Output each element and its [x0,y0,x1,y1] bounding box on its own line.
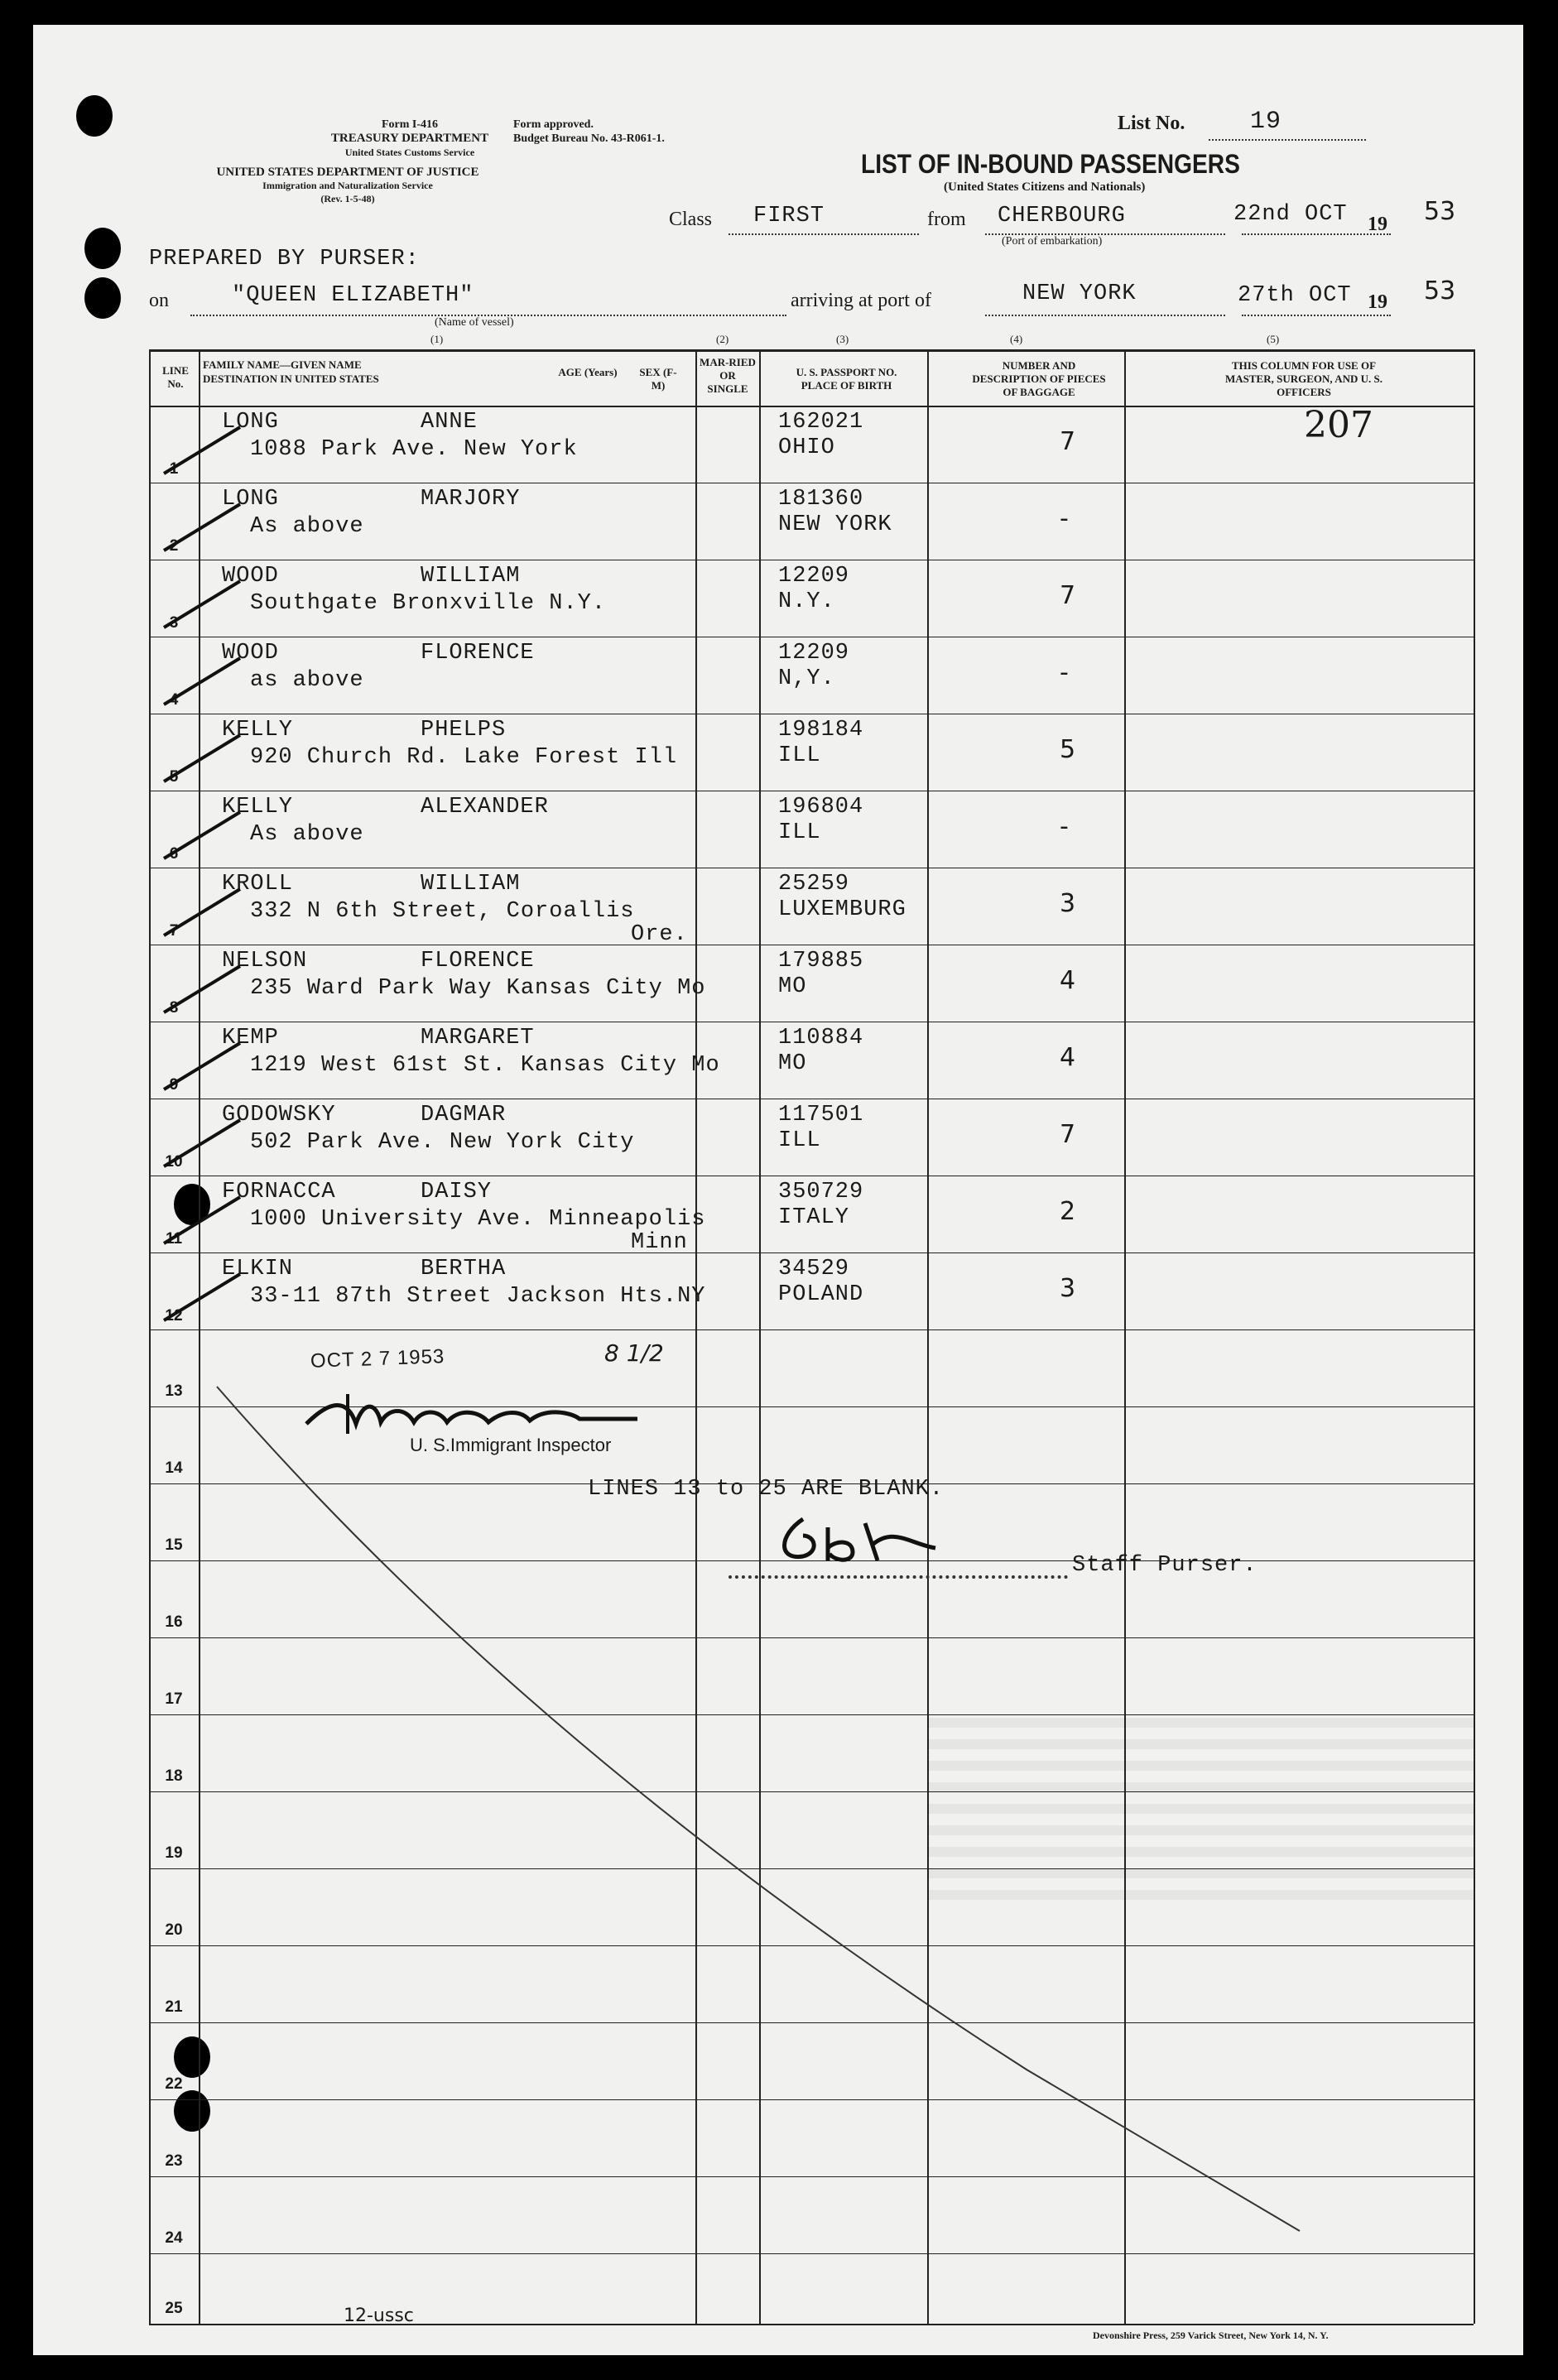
col-number-5: (5) [1267,333,1280,345]
passport-number: 12209 [778,564,850,589]
depart-year: 53 [1424,197,1456,226]
customs-service: United States Customs Service [344,147,475,158]
passport-number: 181360 [778,487,864,512]
line-number: 12 [165,1307,183,1325]
destination: 1088 Park Ave. New York [250,437,578,462]
line-number: 17 [165,1690,183,1708]
embark-note: (Port of embarkation) [1002,235,1103,248]
place-of-birth: N,Y. [778,666,835,691]
arriving-label: arriving at port of [791,290,931,311]
col-name: FAMILY NAME—GIVEN NAME [203,358,362,371]
prepared-by: PREPARED BY PURSER: [149,247,420,272]
class-label: Class [669,209,713,230]
officer-stamp-number: 207 [1304,404,1373,446]
baggage-count: 3 [1060,1274,1076,1303]
family-name: KELLY [222,718,294,743]
passport-number: 198184 [778,718,864,743]
list-number: 19 [1250,108,1282,136]
list-subtitle: (United States Citizens and Nationals) [944,180,1146,194]
purser-title: Staff Purser. [1072,1553,1257,1578]
destination-continued: Minn [631,1230,688,1255]
place-of-birth: ILL [778,743,821,768]
baggage-count: 7 [1060,427,1076,456]
line-number: 24 [165,2229,183,2247]
col-baggage: NUMBER AND DESCRIPTION OF PIECES OF BAGGAGE [972,359,1106,398]
line-number: 13 [165,1382,183,1400]
destination: 920 Church Rd. Lake Forest Ill [250,745,678,770]
baggage-count: - [1060,812,1069,841]
col-number-3: (3) [836,333,849,345]
from-label: from [927,209,966,230]
passport-number: 179885 [778,949,864,974]
family-name: KROLL [222,872,294,897]
passport-number: 110884 [778,1026,864,1051]
ins-service: Immigration and Naturalization Service [262,180,433,191]
inspection-time-note: 8 1/2 [604,1339,664,1367]
place-of-birth: NEW YORK [778,512,892,537]
list-number-label: List No. [1118,113,1185,134]
passport-number: 350729 [778,1180,864,1204]
line-number: 18 [165,1767,183,1785]
passport-number: 196804 [778,795,864,820]
destination: 1219 West 61st St. Kansas City Mo [250,1053,720,1078]
place-of-birth: LUXEMBURG [778,897,906,922]
form-revision: (Rev. 1-5-48) [320,193,375,204]
form-number: Form I-416 [381,118,439,131]
line-number: 23 [165,2152,183,2170]
given-name: ALEXANDER [421,795,549,820]
passport-number: 117501 [778,1103,864,1127]
line-number: 25 [165,2300,183,2317]
line-number: 7 [169,922,179,940]
family-name: KEMP [222,1026,279,1051]
baggage-count: 5 [1060,735,1076,764]
destination: 502 Park Ave. New York City [250,1130,635,1155]
given-name: DAISY [421,1180,493,1204]
given-name: MARGARET [421,1026,535,1051]
given-name: BERTHA [421,1257,507,1281]
family-name: LONG [222,487,279,512]
line-number: 11 [165,1230,183,1248]
passport-number: 12209 [778,641,850,666]
line-number: 14 [165,1459,183,1477]
baggage-count: - [1060,658,1069,687]
line-number: 20 [165,1921,183,1939]
baggage-count: - [1060,504,1069,533]
col-destination: DESTINATION IN UNITED STATES [203,373,379,385]
cancel-line [33,25,1523,2355]
embark-port: CHERBOURG [998,204,1126,228]
printer-imprint: Devonshire Press, 259 Varick Street, New York 14, N. Y. [1093,2330,1329,2341]
family-name: KELLY [222,795,294,820]
destination: 1000 University Ave. Minneapolis [250,1207,706,1232]
destination: 33-11 87th Street Jackson Hts.NY [250,1284,706,1309]
col-sex: SEX (F-M) [639,366,677,392]
col-age: AGE (Years) [558,366,618,378]
col-line: LINE No. [162,364,189,390]
form-approved: Form approved. [513,118,594,131]
line-number: 10 [165,1153,183,1171]
baggage-count: 2 [1060,1197,1076,1226]
given-name: PHELPS [421,718,507,743]
arrival-port: NEW YORK [1022,281,1137,306]
family-name: ELKIN [222,1257,294,1281]
destination: 235 Ward Park Way Kansas City Mo [250,976,706,1001]
vessel-note: (Name of vessel) [435,316,514,329]
baggage-count: 7 [1060,581,1076,610]
destination: As above [250,514,364,539]
baggage-count: 3 [1060,889,1076,918]
place-of-birth: ILL [778,1128,821,1153]
place-of-birth: ITALY [778,1205,850,1230]
line-number: 6 [169,845,179,863]
on-label: on [149,290,169,311]
line-number: 1 [169,460,179,478]
arrival-year-prefix: 19 [1368,291,1387,313]
place-of-birth: ILL [778,820,821,845]
given-name: ANNE [421,410,478,435]
inspection-date-stamp: OCT 2 7 1953 [310,1345,445,1373]
depart-date: 22nd OCT [1233,202,1348,227]
family-name: WOOD [222,564,279,589]
line-number: 4 [169,691,179,709]
line-number: 8 [169,999,179,1017]
arrival-date: 27th OCT [1238,283,1352,308]
given-name: FLORENCE [421,641,535,666]
passport-number: 162021 [778,410,864,435]
col-number-2: (2) [716,333,729,345]
col-number-1: (1) [430,333,444,345]
line-number: 21 [165,1998,183,2016]
line-number: 15 [165,1536,183,1554]
family-name: FORNACCA [222,1180,336,1204]
destination: 332 N 6th Street, Coroallis [250,899,635,924]
destination-continued: Ore. [631,922,688,947]
depart-year-prefix: 19 [1368,214,1387,235]
col-officers: THIS COLUMN FOR USE OF MASTER, SURGEON, AND U. S. OFFICERS [1225,359,1382,398]
line-number: 5 [169,768,179,786]
col-married: MAR-RIED OR SINGLE [700,356,756,395]
budget-bureau: Budget Bureau No. 43-R061-1. [513,132,665,145]
baggage-count: 4 [1060,966,1076,995]
line-number: 3 [169,614,179,632]
line-number: 16 [165,1613,183,1631]
given-name: WILLIAM [421,872,521,897]
class-value: FIRST [753,204,825,228]
destination: As above [250,822,364,847]
vessel-name: "QUEEN ELIZABETH" [232,283,474,308]
line-number: 19 [165,1844,183,1862]
manifest-sheet [33,25,1523,2355]
baggage-count: 4 [1060,1043,1076,1072]
baggage-count: 7 [1060,1120,1076,1149]
bottom-note: 12-ussc [344,2305,414,2326]
place-of-birth: N.Y. [778,589,835,614]
list-title: LIST OF IN-BOUND PASSENGERS [861,149,1240,179]
place-of-birth: POLAND [778,1282,864,1307]
arrival-year: 53 [1424,276,1456,305]
line-number: 9 [169,1076,179,1094]
justice-department: UNITED STATES DEPARTMENT OF JUSTICE [216,166,479,179]
place-of-birth: OHIO [778,435,835,460]
given-name: FLORENCE [421,949,535,974]
place-of-birth: MO [778,974,807,999]
destination: Southgate Bronxville N.Y. [250,591,607,616]
place-of-birth: MO [778,1051,807,1076]
given-name: DAGMAR [421,1103,507,1127]
inspector-title: U. S.Immigrant Inspector [410,1435,612,1455]
treasury-department: TREASURY DEPARTMENT [330,132,489,145]
blank-lines-note: LINES 13 to 25 ARE BLANK. [588,1477,945,1502]
family-name: LONG [222,410,279,435]
family-name: NELSON [222,949,308,974]
given-name: WILLIAM [421,564,521,589]
given-name: MARJORY [421,487,521,512]
passport-number: 25259 [778,872,850,897]
destination: as above [250,668,364,693]
family-name: GODOWSKY [222,1103,336,1127]
family-name: WOOD [222,641,279,666]
line-number: 22 [165,2075,183,2093]
col-number-4: (4) [1010,333,1023,345]
col-passport: U. S. PASSPORT NO. PLACE OF BIRTH [796,366,897,392]
passport-number: 34529 [778,1257,850,1281]
line-number: 2 [169,537,179,555]
